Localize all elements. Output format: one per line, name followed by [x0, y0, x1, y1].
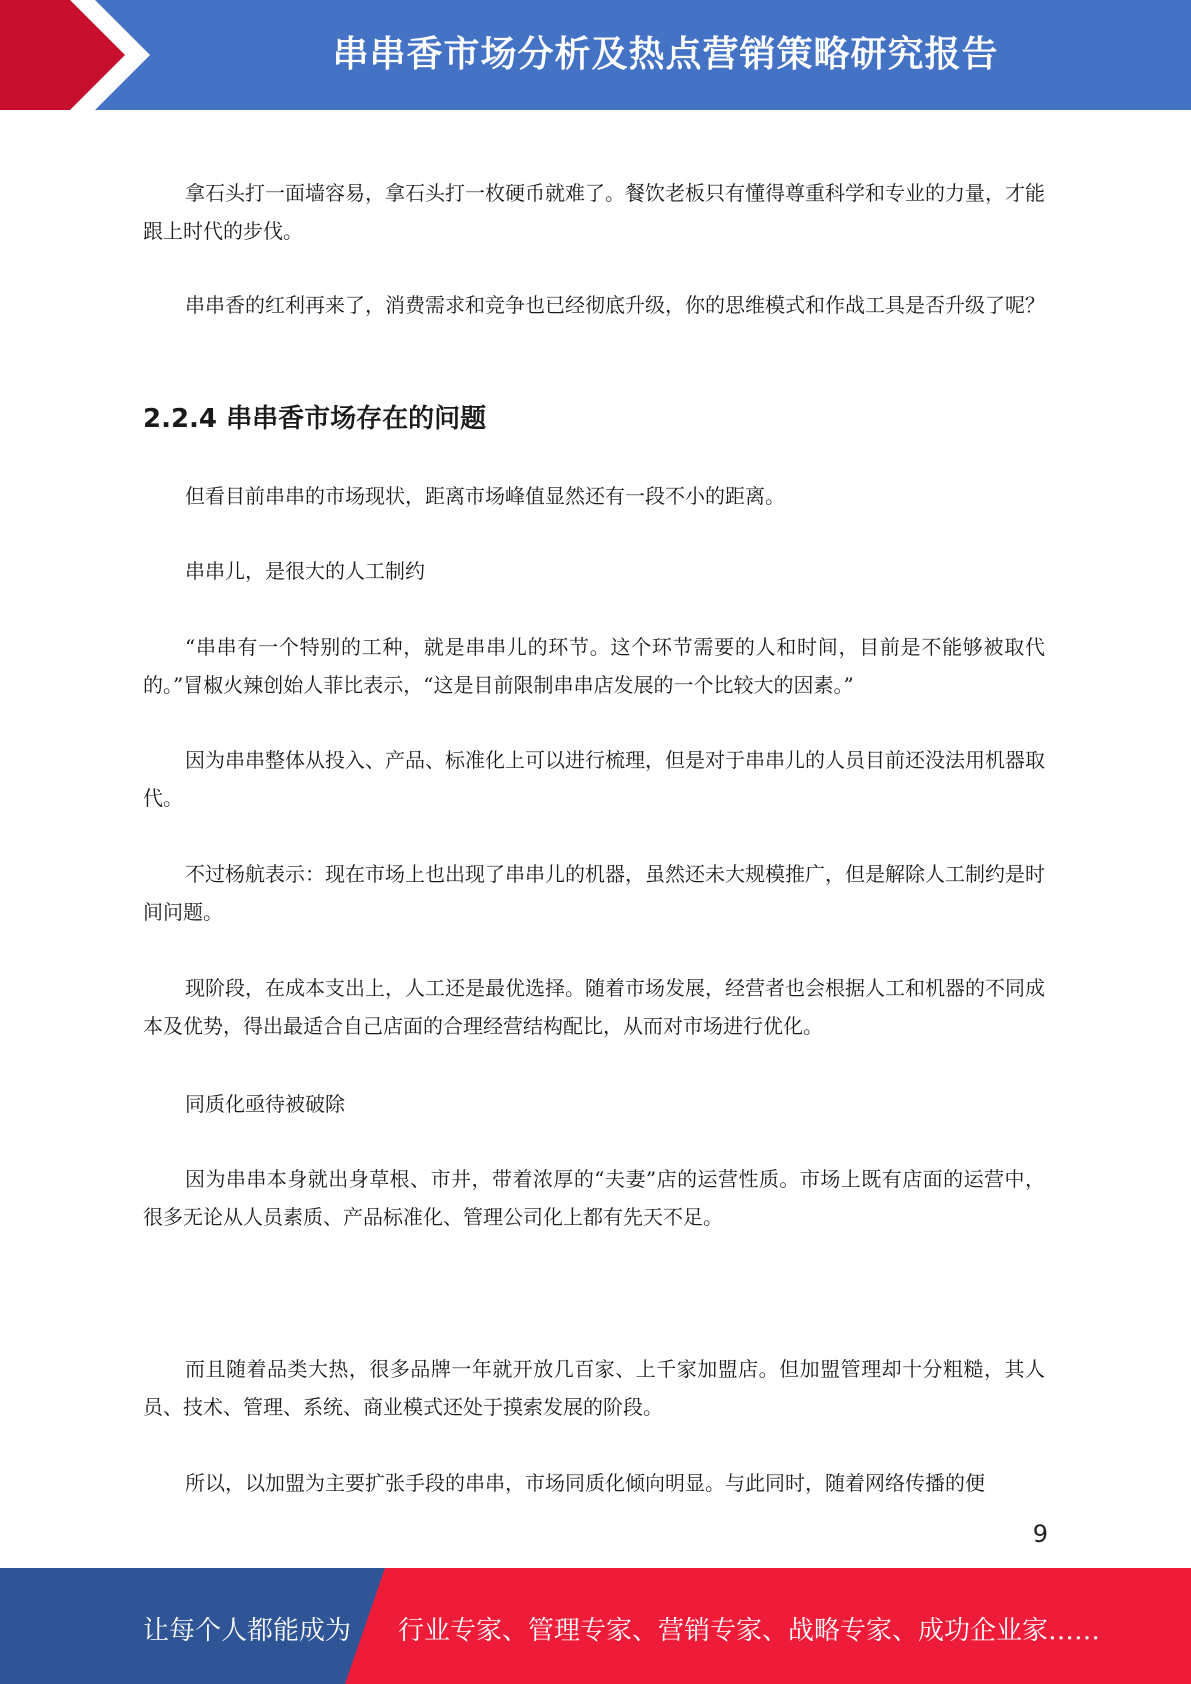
paragraph: 同质化亟待被破除: [185, 1092, 345, 1116]
paragraph: 但看目前串串的市场现状，距离市场峰值显然还有一段不小的距离。: [185, 484, 785, 508]
footer-slogan-left: 让每个人都能成为: [143, 1616, 352, 1646]
footer-slogan-right: 行业专家、管理专家、营销专家、战略专家、成功企业家……: [398, 1616, 1101, 1646]
paragraph: 不过杨航表示：现在市场上也出现了串串儿的机器，虽然还未大规模推广，但是解除人工制约是时间问题。: [143, 862, 1045, 924]
paragraph: 拿石头打一面墙容易，拿石头打一枚硬币就难了。餐饮老板只有懂得尊重科学和专业的力量，才能跟上时代的步伐。: [143, 181, 1045, 243]
page-footer: [0, 1568, 1191, 1684]
report-title: 串串香市场分析及热点营销策略研究报告: [332, 34, 999, 75]
paragraph: 现阶段，在成本支出上，人工还是最优选择。随着市场发展，经营者也会根据人工和机器的不同成本及优势，得出最适合自己店面的合理经营结构配比，从而对市场进行优化。: [143, 976, 1045, 1038]
paragraph: 而且随着品类大热，很多品牌一年就开放几百家、上千家加盟店。但加盟管理却十分粗糙，其人员、技术、管理、系统、商业模式还处于摸索发展的阶段。: [143, 1357, 1045, 1419]
paragraph: 因为串串整体从投入、产品、标准化上可以进行梳理，但是对于串串儿的人员目前还没法用机器取代。: [143, 748, 1045, 810]
paragraph: 所以，以加盟为主要扩张手段的串串，市场同质化倾向明显。与此同时，随着网络传播的便: [185, 1471, 985, 1495]
page-number: 9: [1032, 1520, 1048, 1548]
page-header: [0, 0, 1191, 110]
paragraph: 串串儿，是很大的人工制约: [185, 559, 425, 583]
paragraph: “串串有一个特别的工种，就是串串儿的环节。这个环节需要的人和时间，目前是不能够被取代的。”冒椒火辣创始人菲比表示，“这是目前限制串串店发展的一个比较大的因素。”: [143, 635, 1045, 697]
section-heading: 2.2.4 串串香市场存在的问题: [143, 404, 487, 434]
paragraph: 串串香的红利再来了，消费需求和竞争也已经彻底升级，你的思维模式和作战工具是否升级了呢？: [185, 293, 1045, 317]
paragraph: 因为串串本身就出身草根、市井，带着浓厚的“夫妻”店的运营性质。市场上既有店面的运营中，很多无论从人员素质、产品标准化、管理公司化上都有先天不足。: [143, 1167, 1045, 1229]
